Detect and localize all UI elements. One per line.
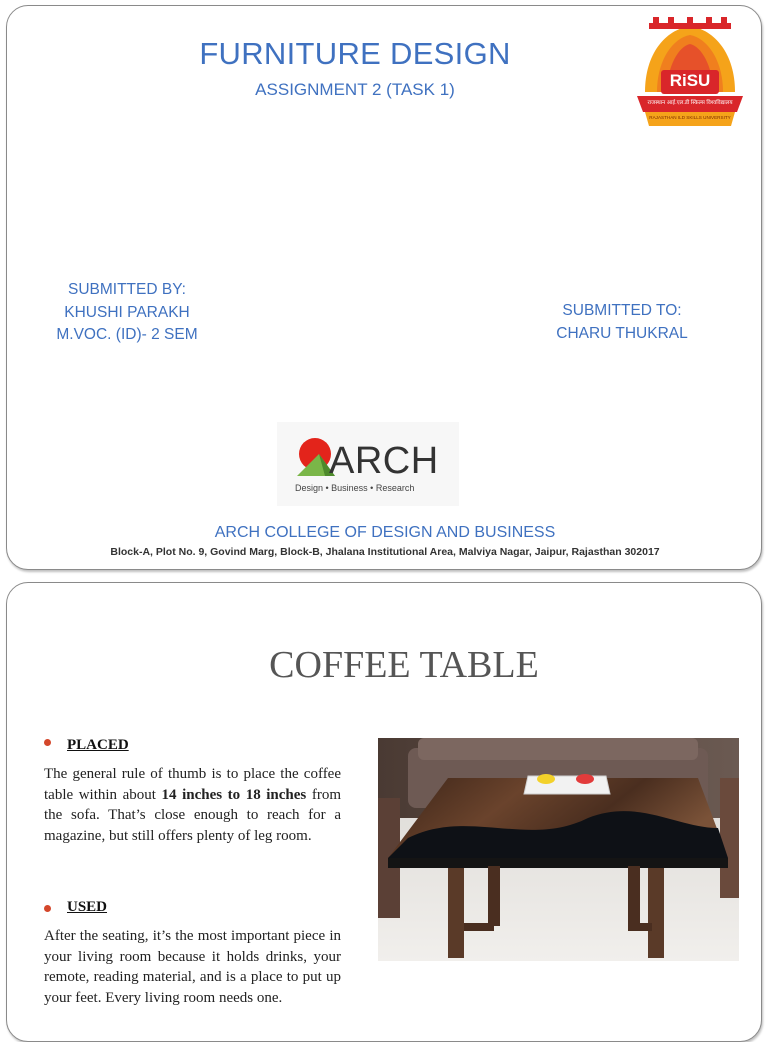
risu-wordmark: RiSU xyxy=(669,71,711,90)
bullet-dot-icon xyxy=(44,905,51,912)
section-body-placed xyxy=(44,764,341,846)
section-heading-placed: PLACED xyxy=(67,737,129,753)
submitted-by-block xyxy=(27,279,227,347)
arch-tagline: Design • Business • Research xyxy=(295,483,415,493)
college-address: Block-A, Plot No. 9, Govind Marg, Block-B, Jhalana Institutional Area, Malviya Nagar, Jaipur, Rajasthan 302017 xyxy=(110,546,660,558)
bullet-dot-icon xyxy=(44,739,51,746)
submitted-by-label: SUBMITTED BY: xyxy=(68,281,186,298)
risu-logo xyxy=(635,14,745,132)
section-heading-used: USED xyxy=(67,899,108,915)
placed-text-bold: 14 inches to 18 inches xyxy=(161,786,307,803)
arch-wordmark: ARCH xyxy=(329,440,439,482)
risu-banner-text: राजस्थान आई.एल.डी स्किल्स विश्वविद्यालय xyxy=(647,100,733,106)
slide-title: COFFEE TABLE xyxy=(269,644,539,686)
coffee-table-photo xyxy=(378,738,739,961)
title-slide xyxy=(6,5,762,570)
faculty-name: CHARU THUKRAL xyxy=(556,324,688,342)
college-name: ARCH COLLEGE OF DESIGN AND BUSINESS xyxy=(214,524,556,541)
risu-banner-subtext: RAJASTHAN ILD SKILLS UNIVERSITY xyxy=(649,115,731,120)
placed-text-start: The general rule of thumb is to place the coffee table within about xyxy=(44,766,341,803)
slide-subtitle: ASSIGNMENT 2 (TASK 1) xyxy=(255,80,455,99)
submitted-to-label: SUBMITTED TO: xyxy=(562,302,682,319)
slide-title: FURNITURE DESIGN xyxy=(199,36,511,71)
coffee-table-image xyxy=(378,738,739,961)
submitted-to-block xyxy=(522,300,722,345)
student-name: KHUSHI PARAKH xyxy=(64,303,190,321)
arch-logo xyxy=(277,422,459,506)
coffee-table-slide xyxy=(6,582,762,1042)
placed-text-end: from the sofa. That’s close enough to reach for a magazine, but still offers plenty of leg room. xyxy=(44,786,341,844)
student-course: M.VOC. (ID)- 2 SEM xyxy=(56,326,198,343)
section-body-used: After the seating, it’s the most important piece in your living room because it holds drinks, your remote, reading material, and is a place to put up your feet. Every living room needs one. xyxy=(44,928,341,1006)
